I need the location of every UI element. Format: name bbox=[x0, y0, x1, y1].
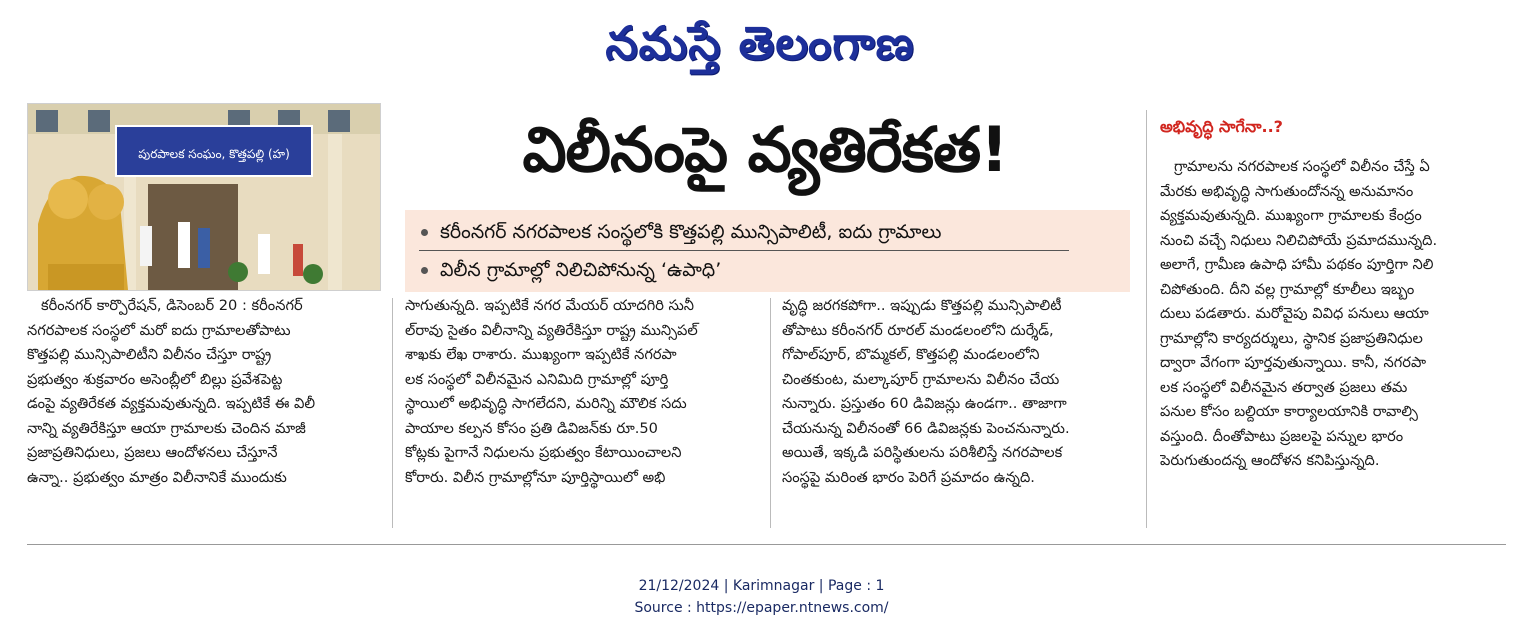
column-divider bbox=[1146, 110, 1147, 528]
bullet-icon bbox=[421, 267, 428, 274]
text-line: చేయనున్న విలీనంతో 66 డివిజన్లకు పెంచనున్నారు. bbox=[782, 419, 1070, 437]
text-line: గ్రామాల్లోని కార్యదర్శులు, స్థానిక ప్రజాప్రతినిధుల bbox=[1160, 329, 1423, 347]
text-line: ప్రభుత్వం శుక్రవారం అసెంబ్లీలో బిల్లు ప్రవేశపెట్ట bbox=[27, 370, 283, 388]
article-column-2 bbox=[405, 294, 760, 490]
text-line: అలాగే, గ్రామీణ ఉపాధి హామీ పథకం పూర్తిగా నిలి bbox=[1160, 256, 1434, 273]
text-line: నుంచి వచ్చే నిధులు నిలిచిపోయే ప్రమాదమున్నది. bbox=[1160, 231, 1438, 249]
text-line: నున్నారు. ప్రస్తుతం 60 డివిజన్లు ఉండగా.. తాజాగా bbox=[782, 395, 1067, 412]
text-line: ఉన్నా.. ప్రభుత్వం మాత్రం విలీనానికే ముందుకు bbox=[27, 468, 287, 486]
text-line: సాగుతున్నది. ఇప్పటికే నగర మేయర్ యాదగిరి సునీ bbox=[405, 297, 695, 314]
text-line: అయితే, ఇక్కడి పరిస్థితులను పరిశీలిస్తే నగరపాలక bbox=[782, 444, 1063, 461]
text-line: కొత్తపల్లి మున్సిపాలిటీని విలీనం చేస్తూ రాష్ట్ర bbox=[27, 346, 272, 363]
headline: విలీనంపై వ్యతిరేకత! bbox=[522, 113, 1008, 186]
column-divider bbox=[770, 298, 771, 528]
text-line: కోరారు. విలీన గ్రామాల్లోనూ పూర్తిస్థాయిలో అభి bbox=[405, 468, 666, 486]
text-line: సంస్థపై మరింత భారం పెరిగే ప్రమాదం ఉన్నది. bbox=[782, 468, 1035, 486]
news-photo bbox=[27, 103, 381, 291]
text-line: తోపాటు కరీంనగర్ రూరల్ మండలంలోని దుర్శేడ్, bbox=[782, 321, 1054, 339]
subhead-box bbox=[405, 210, 1130, 292]
signboard-text: పురపాలక సంఘం, కొత్తపల్లి (హ) bbox=[138, 147, 290, 161]
text-line: ద్వారా వేగంగా పూర్తవుతున్నాయి. కానీ, నగరపా bbox=[1160, 354, 1426, 371]
text-line: శాఖకు లేఖ రాశారు. ముఖ్యంగా ఇప్పటికే నగరపా bbox=[405, 346, 677, 363]
text-line: వస్తుంది. దీంతోపాటు ప్రజలపై పన్నుల భారం bbox=[1160, 427, 1404, 445]
bullet-icon bbox=[421, 229, 428, 236]
text-line: చిపోతుంది. దీని వల్ల గ్రామాల్లో కూలీలు ఇబ్బం bbox=[1160, 280, 1415, 298]
masthead-logo: నమస్తే తెలంగాణ bbox=[605, 16, 915, 70]
subhead-2-text: విలీన గ్రామాల్లో నిలిచిపోనున్న ‘ఉపాధి’ bbox=[440, 259, 722, 281]
subhead-2 bbox=[421, 253, 721, 287]
text-line: వృద్ధి జరగకపోగా.. ఇప్పుడు కొత్తపల్లి మున్సిపాలిటీ bbox=[782, 297, 1062, 314]
text-line: పాయాల కల్పన కోసం ప్రతి డివిజన్‌కు రూ.50 bbox=[405, 419, 658, 437]
text-line: కోట్లకు పైగానే నిధులను ప్రభుత్వం కేటాయించాలని bbox=[405, 444, 682, 461]
article-column-1 bbox=[27, 294, 379, 490]
footer-date-line: 21/12/2024 | Karimnagar | Page : 1 bbox=[638, 578, 885, 594]
footer bbox=[0, 575, 1523, 619]
text-line: లక సంస్థలో విలీనమైన తర్వాత ప్రజలు తమ bbox=[1160, 378, 1408, 396]
text-line: లక సంస్థలో విలీనమైన ఎనిమిది గ్రామాల్లో పూర్తి bbox=[405, 370, 669, 388]
text-line: డంపై వ్యతిరేకత వ్యక్తమవుతున్నది. ఇప్పటికే ఈ విలీ bbox=[27, 395, 316, 412]
text-line: కరీంనగర్ కార్పొరేషన్, డిసెంబర్ 20 : కరీంనగర్ bbox=[41, 297, 303, 314]
sidebar-title: అభివృద్ధి సాగేనా..? bbox=[1160, 117, 1283, 136]
subhead-divider bbox=[419, 250, 1069, 251]
text-line: వ్యక్తమవుతున్నది. ముఖ్యంగా గ్రామాలకు కేంద్రం bbox=[1160, 207, 1422, 224]
text-line: మేరకు అభివృద్ధి సాగుతుందోనన్న అనుమానం bbox=[1160, 182, 1414, 200]
subhead-1-text: కరీంనగర్ నగరపాలక సంస్థలోకి కొత్తపల్లి మున్సిపాలిటీ, ఐదు గ్రామాలు bbox=[440, 221, 942, 243]
text-line: ప్రజాప్రతినిధులు, ప్రజలు ఆందోళనలు చేస్తూనే bbox=[27, 444, 278, 461]
sidebar-column bbox=[1160, 155, 1505, 474]
article-column-3 bbox=[782, 294, 1137, 490]
subhead-1 bbox=[421, 215, 942, 249]
text-line: దులు పడతారు. మరోవైపు వివిధ పనులు ఆయా bbox=[1160, 305, 1429, 322]
text-line: చింతకుంట, మల్కాపూర్ గ్రామాలను విలీనం చేయ bbox=[782, 370, 1060, 388]
column-divider bbox=[392, 298, 393, 528]
text-line: గ్రామాలను నగరపాలక సంస్థలో విలీనం చేస్తే ఏ bbox=[1174, 158, 1430, 175]
text-line: ల్‌రావు సైతం విలీనాన్ని వ్యతిరేకిస్తూ రాష్ట్ర మున్సిపల్ bbox=[405, 321, 698, 339]
text-line: నాన్ని వ్యతిరేకిస్తూ ఆయా గ్రామాలకు చెందిన మాజీ bbox=[27, 419, 306, 437]
text-line: స్థాయిలో అభివృద్ధి సాగలేదని, మరిన్ని మౌలిక సదు bbox=[405, 395, 687, 412]
text-line: పనుల కోసం బల్దియా కార్యాలయానికి రావాల్సి bbox=[1160, 403, 1418, 420]
footer-source-link[interactable]: Source : https://epaper.ntnews.com/ bbox=[634, 600, 889, 616]
text-line: గోపాల్‌పూర్, బొమ్మకల్, కొత్తపల్లి మండలంలోని bbox=[782, 346, 1040, 363]
bottom-rule bbox=[27, 544, 1506, 545]
text-line: పెరుగుతుందన్న ఆందోళన కనిపిస్తున్నది. bbox=[1160, 452, 1380, 469]
text-line: నగరపాలక సంస్థలో మరో ఐదు గ్రామాలతోపాటు bbox=[27, 321, 291, 339]
